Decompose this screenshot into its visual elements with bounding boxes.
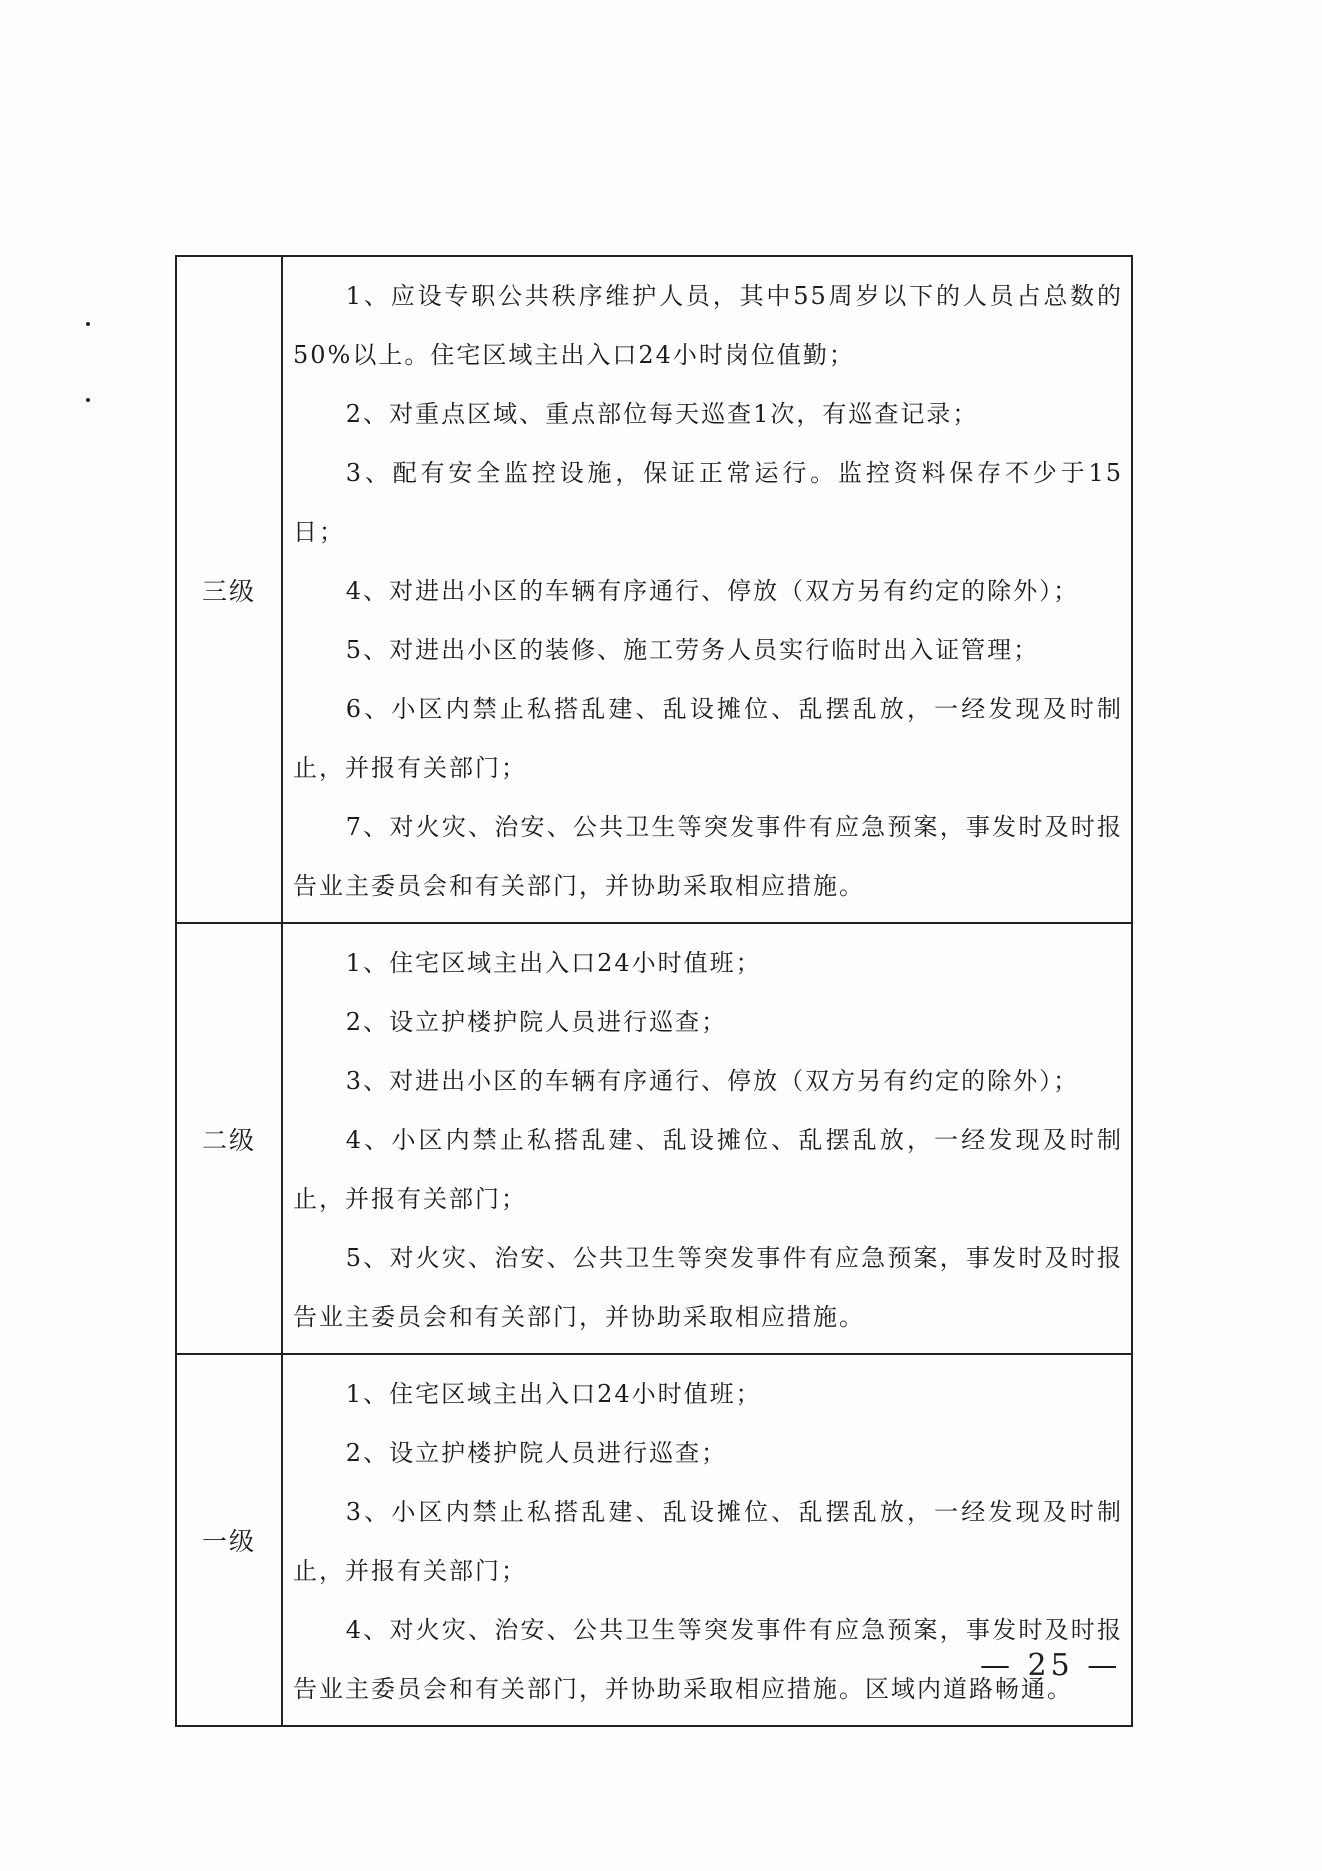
requirement-item: 4、对进出小区的车辆有序通行、停放（双方另有约定的除外）；	[345, 577, 1080, 605]
service-level-table	[175, 255, 1133, 1727]
requirement-item: 3、配有安全监控设施，保证正常运行。监控资料保存不少于15日；	[293, 459, 1123, 546]
requirement-item: 1、住宅区域主出入口24小时值班；	[345, 949, 762, 977]
requirement-item: 7、对火灾、治安、公共卫生等突发事件有应急预案，事发时及时报告业主委员会和有关部门，并协助采取相应措施。	[293, 813, 1123, 900]
margin-dot	[86, 398, 90, 402]
requirement-item: 5、对火灾、治安、公共卫生等突发事件有应急预案，事发时及时报告业主委员会和有关部门，并协助采取相应措施。	[293, 1244, 1123, 1331]
table-row	[176, 923, 1132, 1354]
requirement-item: 4、对火灾、治安、公共卫生等突发事件有应急预案，事发时及时报告业主委员会和有关部门，并协助采取相应措施。区域内道路畅通。	[293, 1616, 1123, 1703]
requirement-item: 1、应设专职公共秩序维护人员，其中55周岁以下的人员占总数的50%以上。住宅区域主出入口24小时岗位值勤；	[293, 282, 1123, 369]
requirement-item: 5、对进出小区的装修、施工劳务人员实行临时出入证管理；	[345, 636, 1040, 664]
level-label: 三级	[176, 256, 282, 923]
requirements-cell	[282, 256, 1132, 923]
requirement-item: 3、对进出小区的车辆有序通行、停放（双方另有约定的除外）；	[345, 1067, 1080, 1095]
margin-dot	[86, 322, 90, 326]
page-number: — 25 —	[980, 1648, 1122, 1683]
requirement-item: 2、设立护楼护院人员进行巡查；	[345, 1008, 728, 1036]
requirement-item: 2、设立护楼护院人员进行巡查；	[345, 1439, 728, 1467]
table-row	[176, 256, 1132, 923]
requirement-item: 6、小区内禁止私搭乱建、乱设摊位、乱摆乱放，一经发现及时制止，并报有关部门；	[293, 695, 1123, 782]
requirement-item: 2、对重点区域、重点部位每天巡查1次，有巡查记录；	[345, 400, 979, 428]
level-label: 一级	[176, 1354, 282, 1726]
requirement-item: 4、小区内禁止私搭乱建、乱设摊位、乱摆乱放，一经发现及时制止，并报有关部门；	[293, 1126, 1123, 1213]
requirement-item: 1、住宅区域主出入口24小时值班；	[345, 1380, 762, 1408]
requirement-item: 3、小区内禁止私搭乱建、乱设摊位、乱摆乱放，一经发现及时制止，并报有关部门；	[293, 1498, 1123, 1585]
level-label: 二级	[176, 923, 282, 1354]
requirements-cell	[282, 923, 1132, 1354]
